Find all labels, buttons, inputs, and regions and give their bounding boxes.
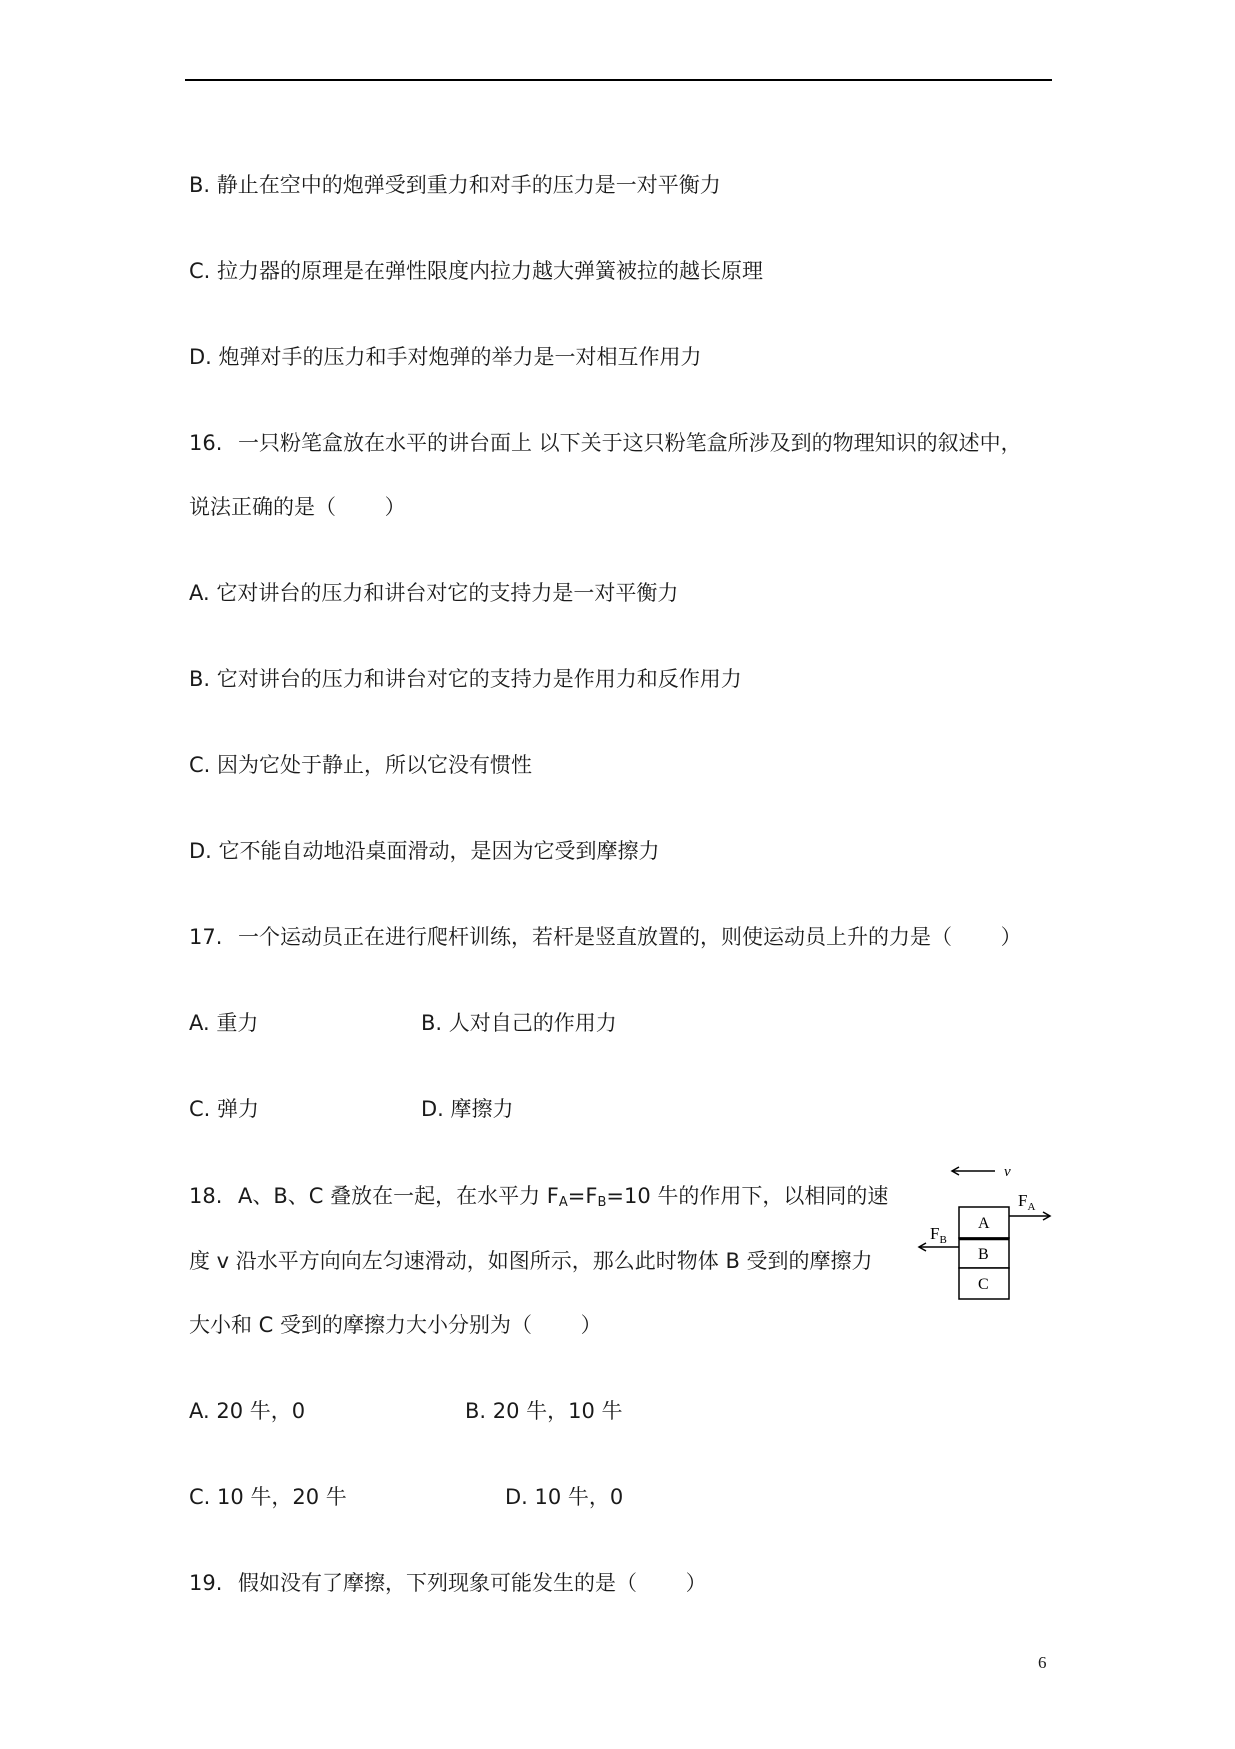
- q18-stem-line3: 大小和 C 受到的摩擦力大小分别为（ ）: [189, 1313, 602, 1337]
- q17-options-row1: [189, 1008, 617, 1038]
- q16-stem-line2: 说法正确的是（ ）: [189, 495, 406, 519]
- q18-stem-line1: [189, 1181, 888, 1211]
- q18-options-row2: [189, 1482, 624, 1512]
- q16-option-d: D. 它不能自动地沿桌面滑动，是因为它受到摩擦力: [189, 839, 660, 863]
- q17-option-b: B. 人对自己的作用力: [421, 1011, 617, 1035]
- block-c-label: C: [978, 1276, 989, 1293]
- force-a-sub: A: [1027, 1201, 1036, 1213]
- q18-stem-part1: A、B、C 叠放在一起，在水平力 F: [238, 1184, 559, 1208]
- block-b-label: B: [978, 1246, 989, 1263]
- q18-option-a: A. 20 牛，0: [189, 1399, 306, 1423]
- velocity-arrow-icon: [952, 1167, 995, 1175]
- force-b-sub: B: [939, 1234, 947, 1246]
- q18-option-c: C. 10 牛，20 牛: [189, 1485, 347, 1509]
- force-a-label: [1018, 1191, 1035, 1213]
- q18-stem-eq: =F: [567, 1184, 598, 1208]
- q16-option-a: A. 它对讲台的压力和讲台对它的支持力是一对平衡力: [189, 581, 679, 605]
- q18-sub-a: A: [558, 1195, 568, 1210]
- q16-option-c: C. 因为它处于静止，所以它没有惯性: [189, 753, 533, 777]
- force-b-label: [930, 1224, 947, 1246]
- header-rule: [185, 79, 1052, 81]
- q17-option-a: A. 重力: [189, 1011, 259, 1035]
- q17-stem-text: 一个运动员正在进行爬杆训练，若杆是竖直放置的，则使运动员上升的力是（ ）: [238, 925, 1022, 949]
- q15-option-b: B. 静止在空中的炮弹受到重力和对手的压力是一对平衡力: [189, 173, 721, 197]
- force-a-main: F: [1018, 1191, 1028, 1210]
- q17-options-row2: [189, 1094, 514, 1124]
- q18-number: 18.: [189, 1184, 223, 1208]
- q18-option-b: B. 20 牛，10 牛: [465, 1399, 623, 1423]
- q19-number: 19.: [189, 1571, 223, 1595]
- q19-stem: [189, 1568, 707, 1598]
- q18-option-d: D. 10 牛，0: [505, 1485, 624, 1509]
- q16-stem-text: 一只粉笔盒放在水平的讲台面上 以下关于这只粉笔盒所涉及到的物理知识的叙述中，: [238, 431, 1022, 455]
- q16-stem-line1: [189, 428, 1022, 458]
- q16-number: 16.: [189, 431, 223, 455]
- q18-options-row1: [189, 1396, 623, 1426]
- q16-option-b: B. 它对讲台的压力和讲台对它的支持力是作用力和反作用力: [189, 667, 742, 691]
- q17-option-c: C. 弹力: [189, 1097, 260, 1121]
- force-b-main: F: [930, 1224, 940, 1243]
- q17-number: 17.: [189, 925, 223, 949]
- q18-stem-line2: 度 v 沿水平方向向左匀速滑动，如图所示，那么此时物体 B 受到的摩擦力: [189, 1249, 873, 1273]
- q15-option-d: D. 炮弹对手的压力和手对炮弹的举力是一对相互作用力: [189, 345, 702, 369]
- block-a-label: A: [978, 1215, 990, 1232]
- force-a-arrow-icon: [1009, 1212, 1050, 1220]
- velocity-label: v: [1004, 1164, 1011, 1180]
- q19-stem-text: 假如没有了摩擦，下列现象可能发生的是（ ）: [238, 1571, 707, 1595]
- q18-sub-b: B: [597, 1195, 607, 1210]
- q15-option-c: C. 拉力器的原理是在弹性限度内拉力越大弹簧被拉的越长原理: [189, 259, 764, 283]
- page-number: 6: [1038, 1653, 1047, 1672]
- q18-stem-part2: =10 牛的作用下，以相同的速: [606, 1184, 889, 1208]
- q18-block-diagram: [905, 1158, 1065, 1308]
- q17-option-d: D. 摩擦力: [421, 1097, 514, 1121]
- q17-stem: [189, 922, 1022, 952]
